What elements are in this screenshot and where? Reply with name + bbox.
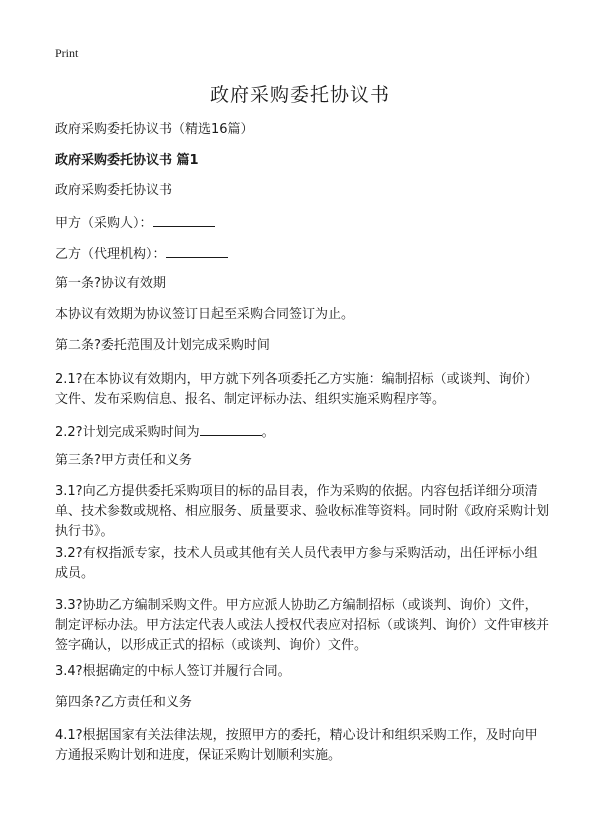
clause-3-2: 3.2?有权指派专家，技术人员或其他有关人员代表甲方参与采购活动，出任评标小组成员。 xyxy=(55,546,538,581)
party-b-label: 乙方（代理机构）： xyxy=(55,247,166,262)
doc-name: 政府采购委托协议书 xyxy=(55,183,173,198)
clause-3-3: 3.3?协助乙方编制采购文件。甲方应派人协助乙方编制招标（或谈判、询价）文件，制定评标办法。甲方法定代表人或法人授权代表应对招标（或谈判、询价）文件审核并签字确认，以形成正式的招标（或谈判、询价）文件。 xyxy=(55,598,550,653)
subtitle: 政府采购委托协议书（精选16篇） xyxy=(55,122,254,137)
article-1-text: 本协议有效期为协议签订日起至采购合同签订为止。 xyxy=(55,307,355,322)
party-a-label: 甲方（采购人）： xyxy=(55,216,153,231)
clause-4-1: 4.1?根据国家有关法律法规，按照甲方的委托，精心设计和组织采购工作，及时向甲方通报采购计划和进度，保证采购计划顺利实施。 xyxy=(55,728,538,763)
clause-3-1: 3.1?向乙方提供委托采购项目的标的品目表，作为采购的依据。内容包括详细分项清单、技术参数或规格、相应服务、质量要求、验收标准等资料。同时附《政府采购计划执行书》。 xyxy=(55,484,550,539)
party-a-line xyxy=(55,213,550,233)
print-label: Print xyxy=(55,46,79,60)
article-3-title: 第三条?甲方责任和义务 xyxy=(55,453,192,468)
party-b-line xyxy=(55,244,550,264)
article-2-title: 第二条?委托范围及计划完成采购时间 xyxy=(55,338,270,353)
clause-2-1: 2.1?在本协议有效期内，甲方就下列各项委托乙方实施：编制招标（或谈判、询价）文件、发布采购信息、报名、制定评标办法、组织实施采购程序等。 xyxy=(55,372,538,407)
party-b-blank xyxy=(166,244,228,258)
section-heading: 政府采购委托协议书 篇1 xyxy=(55,153,199,168)
article-4-title: 第四条?乙方责任和义务 xyxy=(55,695,192,710)
clause-2-2-end: 。 xyxy=(261,425,275,440)
clause-2-2 xyxy=(55,422,550,442)
article-1-title: 第一条?协议有效期 xyxy=(55,276,166,291)
document-title: 政府采购委托协议书 xyxy=(209,84,390,106)
clause-2-2-text: 2.2?计划完成采购时间为 xyxy=(55,425,200,440)
clause-3-4: 3.4?根据确定的中标人签订并履行合同。 xyxy=(55,664,291,679)
completion-time-blank xyxy=(200,422,262,436)
party-a-blank xyxy=(153,213,215,227)
